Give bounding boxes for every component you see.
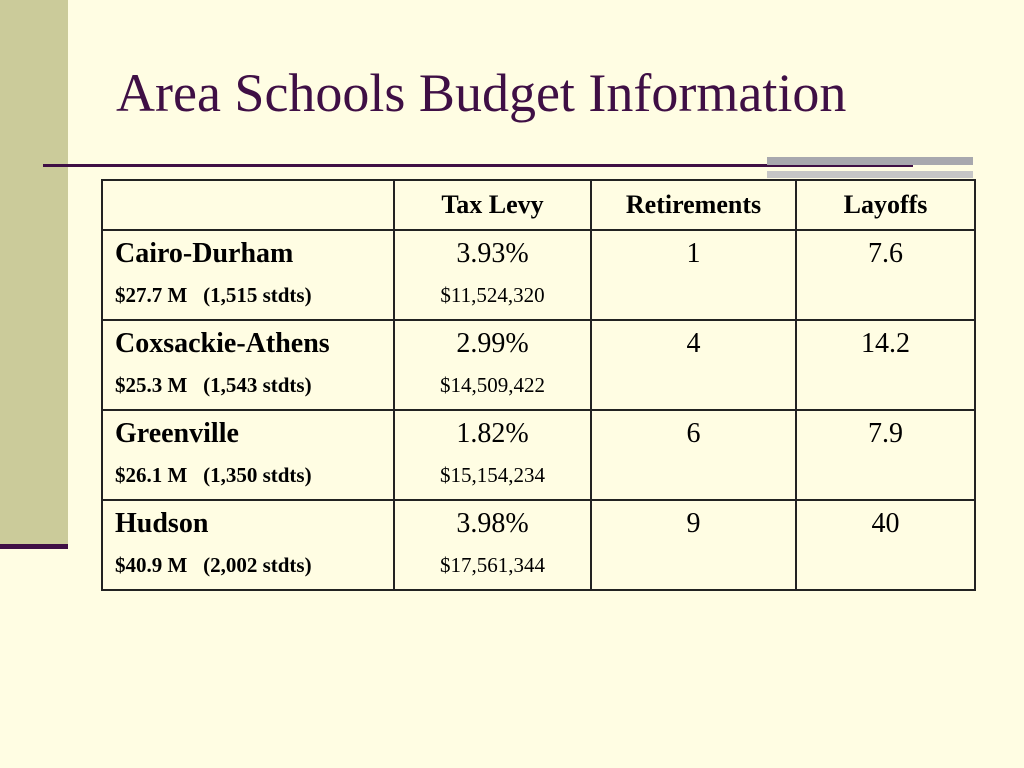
table-row [102, 320, 975, 410]
tax-levy-amount: $11,524,320 [440, 283, 545, 307]
tax-levy-percent: 1.82% [456, 418, 529, 449]
header-tax-levy: Tax Levy [394, 180, 591, 230]
school-budget: $26.1 M (1,350 stdts) [115, 463, 312, 487]
tax-levy-amount: $17,561,344 [440, 553, 545, 577]
school-budget: $40.9 M (2,002 stdts) [115, 553, 312, 577]
header-retirements: Retirements [591, 180, 796, 230]
school-name: Coxsackie-Athens [115, 328, 330, 359]
slide-title: Area Schools Budget Information [116, 63, 847, 123]
retirements-value: 4 [686, 328, 701, 359]
layoffs-cell [796, 500, 975, 590]
layoffs-value: 40 [871, 508, 900, 539]
header-school [102, 180, 394, 230]
layoffs-value: 7.6 [868, 238, 903, 269]
tax-levy-cell [394, 500, 591, 590]
school-name: Hudson [115, 508, 209, 539]
retirements-cell [591, 410, 796, 500]
layoffs-cell [796, 320, 975, 410]
layoffs-value: 7.9 [868, 418, 903, 449]
sidebar-accent-line [0, 544, 68, 549]
retirements-cell [591, 320, 796, 410]
retirements-cell [591, 230, 796, 320]
school-name: Cairo-Durham [115, 238, 294, 269]
layoffs-cell [796, 230, 975, 320]
school-name: Greenville [115, 418, 239, 449]
layoffs-value: 14.2 [861, 328, 910, 359]
table-row [102, 500, 975, 590]
divider-accent-block [767, 157, 973, 165]
table-row [102, 410, 975, 500]
retirements-cell [591, 500, 796, 590]
budget-table [101, 179, 976, 591]
divider-accent-block-lower [767, 171, 973, 178]
layoffs-cell [796, 410, 975, 500]
tax-levy-cell [394, 230, 591, 320]
table-header-row [102, 180, 975, 230]
tax-levy-cell [394, 410, 591, 500]
retirements-value: 6 [686, 418, 701, 449]
sidebar-decoration [0, 0, 68, 546]
tax-levy-amount: $14,509,422 [440, 373, 545, 397]
tax-levy-percent: 3.93% [456, 238, 529, 269]
tax-levy-cell [394, 320, 591, 410]
retirements-value: 9 [686, 508, 701, 539]
table-row [102, 230, 975, 320]
school-budget: $27.7 M (1,515 stdts) [115, 283, 312, 307]
school-cell [102, 320, 394, 410]
tax-levy-percent: 2.99% [456, 328, 529, 359]
school-cell [102, 410, 394, 500]
school-budget: $25.3 M (1,543 stdts) [115, 373, 312, 397]
tax-levy-percent: 3.98% [456, 508, 529, 539]
retirements-value: 1 [686, 238, 701, 269]
school-cell [102, 230, 394, 320]
header-layoffs: Layoffs [796, 180, 975, 230]
tax-levy-amount: $15,154,234 [440, 463, 545, 487]
school-cell [102, 500, 394, 590]
